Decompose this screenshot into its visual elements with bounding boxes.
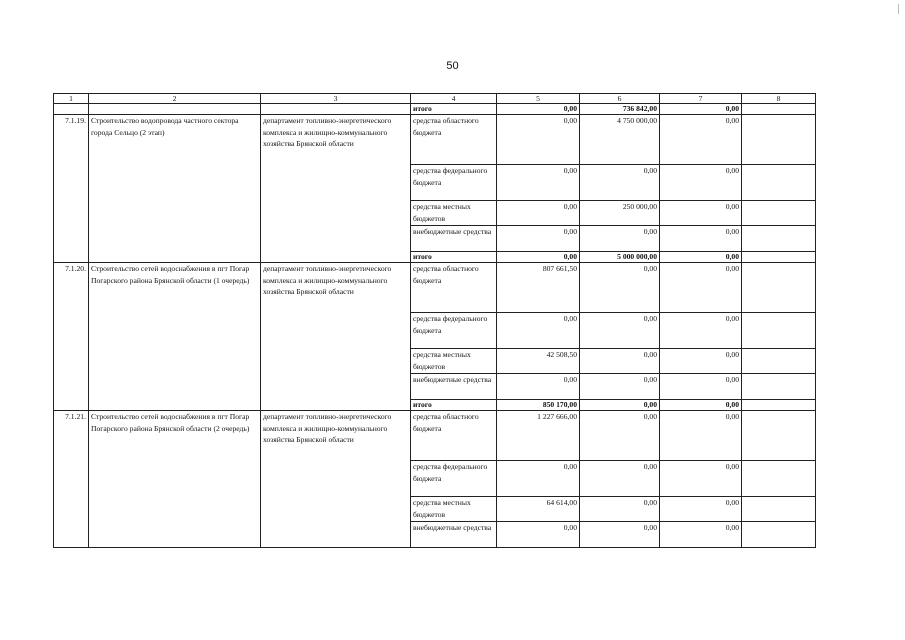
- value-col6: 736 842,00: [580, 104, 660, 115]
- scan-edge-mark: [898, 4, 899, 14]
- value-col7: 0,00: [660, 461, 742, 497]
- value-col8: [742, 201, 816, 226]
- empty-cell: [54, 104, 89, 115]
- header-cell: 6: [580, 94, 660, 104]
- item-name: Строительство сетей водоснабжения в пгт Погар Погарского района Брянской области (1 очередь): [89, 263, 261, 411]
- value-col8: [742, 400, 816, 411]
- header-row: [54, 94, 816, 104]
- funding-source: внебюджетные средства: [411, 522, 497, 548]
- item-executor: департамент топливно-энергетического комплекса и жилищно-коммунального хозяйства Брянской области: [261, 115, 411, 263]
- value-col6: 0,00: [580, 400, 660, 411]
- value-col5: 0,00: [497, 226, 580, 252]
- value-col6: 5 000 000,00: [580, 252, 660, 263]
- value-col8: [742, 313, 816, 349]
- value-col8: [742, 226, 816, 252]
- item-code: 7.1.20.: [54, 263, 89, 411]
- table-row: [54, 411, 816, 461]
- value-col7: 0,00: [660, 115, 742, 165]
- value-col8: [742, 411, 816, 461]
- value-col7: 0,00: [660, 400, 742, 411]
- funding-source: итого: [411, 252, 497, 263]
- funding-source: итого: [411, 104, 497, 115]
- funding-source: внебюджетные средства: [411, 226, 497, 252]
- funding-source: средства местных бюджетов: [411, 349, 497, 374]
- value-col6: 0,00: [580, 349, 660, 374]
- value-col5: 1 227 666,00: [497, 411, 580, 461]
- header-cell: 4: [411, 94, 497, 104]
- table-row: [54, 263, 816, 313]
- empty-cell: [261, 104, 411, 115]
- value-col7: 0,00: [660, 226, 742, 252]
- top-total-row: [54, 104, 816, 115]
- table-row: [54, 115, 816, 165]
- value-col6: 0,00: [580, 226, 660, 252]
- header-cell: 3: [261, 94, 411, 104]
- item-executor: департамент топливно-энергетического комплекса и жилищно-коммунального хозяйства Брянской области: [261, 411, 411, 548]
- item-name: Строительство водопровода частного сектора города Сельцо (2 этап): [89, 115, 261, 263]
- value-col6: 0,00: [580, 461, 660, 497]
- value-col5: 0,00: [497, 165, 580, 201]
- value-col5: 0,00: [497, 522, 580, 548]
- value-col5: 0,00: [497, 461, 580, 497]
- value-col6: 0,00: [580, 313, 660, 349]
- value-col6: 0,00: [580, 522, 660, 548]
- value-col6: 250 000,00: [580, 201, 660, 226]
- value-col5: 807 661,50: [497, 263, 580, 313]
- value-col7: 0,00: [660, 165, 742, 201]
- value-col7: 0,00: [660, 313, 742, 349]
- funding-source: средства федерального бюджета: [411, 313, 497, 349]
- page-number: 50: [446, 60, 459, 72]
- value-col5: 64 614,00: [497, 497, 580, 522]
- empty-cell: [89, 104, 261, 115]
- funding-source: средства областного бюджета: [411, 263, 497, 313]
- funding-source: средства федерального бюджета: [411, 165, 497, 201]
- value-col5: 0,00: [497, 104, 580, 115]
- item-code: 7.1.19.: [54, 115, 89, 263]
- value-col7: 0,00: [660, 349, 742, 374]
- item-name: Строительство сетей водоснабжения в пгт Погар Погарского района Брянской области (2 очередь): [89, 411, 261, 548]
- value-col7: 0,00: [660, 252, 742, 263]
- item-code: 7.1.21.: [54, 411, 89, 548]
- value-col8: [742, 349, 816, 374]
- value-col8: [742, 115, 816, 165]
- value-col7: 0,00: [660, 411, 742, 461]
- value-col5: 0,00: [497, 252, 580, 263]
- value-col8: [742, 104, 816, 115]
- funding-source: средства областного бюджета: [411, 115, 497, 165]
- value-col8: [742, 522, 816, 548]
- value-col8: [742, 374, 816, 400]
- value-col8: [742, 263, 816, 313]
- value-col7: 0,00: [660, 374, 742, 400]
- value-col7: 0,00: [660, 522, 742, 548]
- value-col5: 0,00: [497, 374, 580, 400]
- budget-table: [53, 93, 816, 548]
- value-col6: 0,00: [580, 374, 660, 400]
- table-body: [54, 94, 816, 548]
- header-cell: 5: [497, 94, 580, 104]
- funding-source: средства местных бюджетов: [411, 201, 497, 226]
- value-col7: 0,00: [660, 104, 742, 115]
- value-col6: 0,00: [580, 497, 660, 522]
- value-col8: [742, 461, 816, 497]
- value-col6: 0,00: [580, 411, 660, 461]
- funding-source: средства федерального бюджета: [411, 461, 497, 497]
- value-col7: 0,00: [660, 497, 742, 522]
- funding-source: итого: [411, 400, 497, 411]
- value-col8: [742, 497, 816, 522]
- header-cell: 2: [89, 94, 261, 104]
- value-col7: 0,00: [660, 201, 742, 226]
- item-executor: департамент топливно-энергетического комплекса и жилищно-коммунального хозяйства Брянской области: [261, 263, 411, 411]
- header-cell: 1: [54, 94, 89, 104]
- value-col5: 0,00: [497, 201, 580, 226]
- value-col6: 0,00: [580, 165, 660, 201]
- value-col5: 0,00: [497, 313, 580, 349]
- value-col8: [742, 165, 816, 201]
- value-col5: 850 170,00: [497, 400, 580, 411]
- value-col6: 0,00: [580, 263, 660, 313]
- header-cell: 7: [660, 94, 742, 104]
- funding-source: внебюджетные средства: [411, 374, 497, 400]
- value-col8: [742, 252, 816, 263]
- header-cell: 8: [742, 94, 816, 104]
- value-col7: 0,00: [660, 263, 742, 313]
- value-col5: 0,00: [497, 115, 580, 165]
- funding-source: средства областного бюджета: [411, 411, 497, 461]
- value-col5: 42 508,50: [497, 349, 580, 374]
- funding-source: средства местных бюджетов: [411, 497, 497, 522]
- value-col6: 4 750 000,00: [580, 115, 660, 165]
